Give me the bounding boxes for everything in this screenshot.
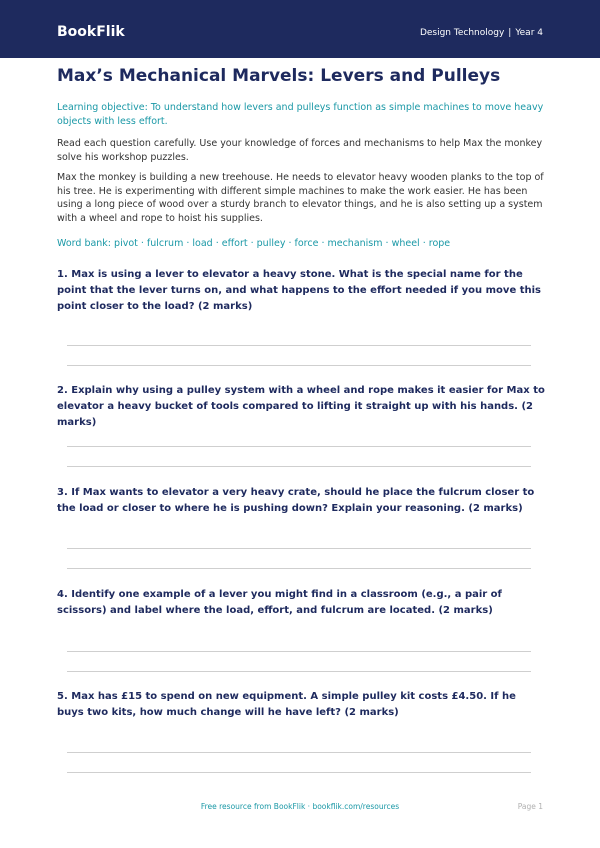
answer-line[interactable]: [67, 466, 531, 467]
answer-line[interactable]: [67, 568, 531, 569]
answer-line[interactable]: [67, 772, 531, 773]
story-paragraph: Max the monkey is building a new treehouse. He needs to elevator heavy wooden planks to the top of his tree. He is experimenting with different simple machines to make the work easier. He has been using a long piece of wood over a sturdy branch to elevator things, and he is also setting up a system with a wheel and rope to hoist his supplies.: [57, 172, 544, 224]
footer-link[interactable]: Free resource from BookFlik · bookflik.com/resources: [200, 802, 400, 811]
instructions: Read each question carefully. Use your knowledge of forces and mechanisms to help Max the monkey solve his workshop puzzles.: [57, 138, 543, 163]
learning-objective: Learning objective: To understand how levers and pulleys function as simple machines to move heavy objects with less effort.: [57, 102, 544, 127]
question-5: 5. Max has £15 to spend on new equipment. A simple pulley kit costs £4.50. If he buys two kits, how much change will he have left? (2 marks): [57, 691, 516, 718]
answer-line[interactable]: [67, 671, 531, 672]
answer-line[interactable]: [67, 651, 531, 652]
subject-year-label: [420, 27, 543, 39]
question-1: 1. Max is using a lever to elevator a heavy stone. What is the special name for the point that the lever turns on, and what happens to the effort needed if you move this point closer to the load? (2 marks): [57, 269, 541, 312]
separator: |: [508, 28, 512, 38]
question-4: 4. Identify one example of a lever you might find in a classroom (e.g., a pair of scissors) and label where the load, effort, and fulcrum are located. (2 marks): [57, 589, 502, 616]
word-bank: Word bank: pivot · fulcrum · load · effort · pulley · force · mechanism · wheel · rope: [57, 238, 451, 249]
answer-line[interactable]: [67, 752, 531, 753]
answer-line[interactable]: [67, 548, 531, 549]
answer-line[interactable]: [67, 365, 531, 366]
question-2: 2. Explain why using a pulley system with a wheel and rope makes it easier for Max to elevator a heavy bucket of tools compared to lifting it straight up with his hands. (2 marks): [57, 385, 545, 428]
answer-line[interactable]: [67, 345, 531, 346]
subject-label: Design Technology: [419, 28, 505, 38]
page-header: [0, 0, 600, 58]
answer-line[interactable]: [67, 446, 531, 447]
question-3: 3. If Max wants to elevator a very heavy crate, should he place the fulcrum closer to the load or closer to where he is pushing down? Explain your reasoning. (2 marks): [57, 487, 535, 514]
year-label: Year 4: [515, 28, 543, 38]
page-number: Page 1: [517, 802, 543, 811]
brand-logo: BookFlik: [57, 24, 125, 40]
page-title: Max’s Mechanical Marvels: Levers and Pulleys: [57, 66, 501, 86]
